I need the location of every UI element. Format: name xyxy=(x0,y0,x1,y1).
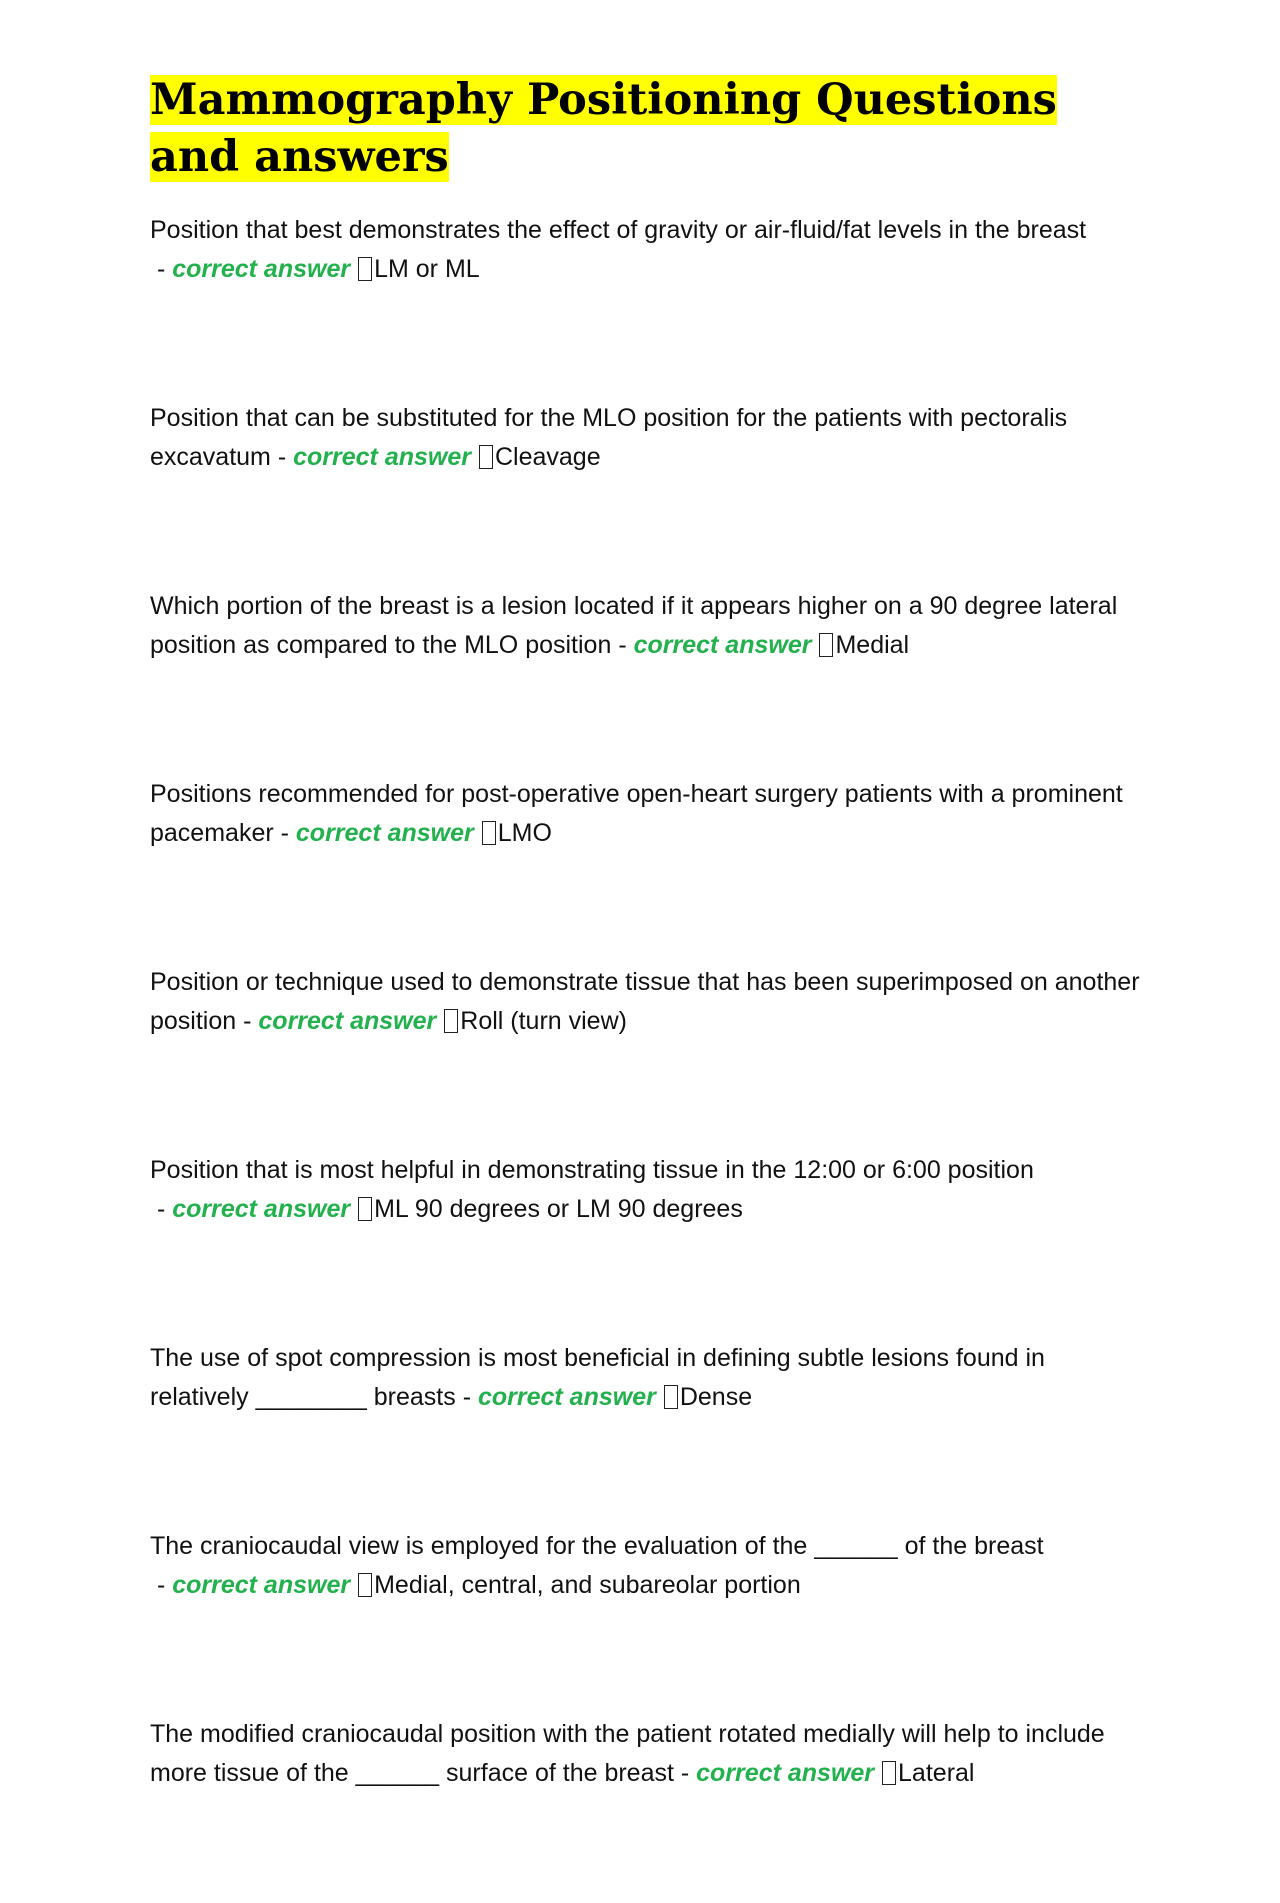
document-title xyxy=(150,72,1140,186)
qa-item: Positions recommended for post-operative open-heart surgery patients with a prominent pacemaker - correct answer LMO xyxy=(150,780,1123,847)
qa-item: Which portion of the breast is a lesion located if it appears higher on a 90 degree lateral position as compared to the MLO position - correct answer Medial xyxy=(150,592,1118,659)
question-text: The craniocaudal view is employed for the evaluation of the ______ of the breast xyxy=(150,1532,1044,1560)
qa-item: Position that can be substituted for the MLO position for the patients with pectoralis excavatum - correct answer Cleavage xyxy=(150,404,1068,471)
answer-text: LM or ML xyxy=(374,255,480,283)
document-page xyxy=(150,72,1140,1903)
missing-glyph-box-icon xyxy=(479,445,493,469)
missing-glyph-box-icon xyxy=(358,1573,372,1597)
answer-text: Lateral xyxy=(898,1759,975,1787)
question-text: Positions recommended for post-operative open-heart surgery patients with a prominent pacemaker xyxy=(150,780,1123,847)
answer-text: LMO xyxy=(497,819,552,847)
missing-glyph-box-icon xyxy=(819,633,833,657)
correct-answer-label: correct answer xyxy=(172,1195,351,1223)
missing-glyph-box-icon xyxy=(664,1385,678,1409)
missing-glyph-box-icon xyxy=(882,1761,896,1785)
correct-answer-label: correct answer xyxy=(258,1007,437,1035)
answer-text: Dense xyxy=(679,1383,753,1411)
qa-item: The craniocaudal view is employed for the evaluation of the ______ of the breast - correct answer Medial, central, and subareolar portion xyxy=(150,1532,1044,1599)
missing-glyph-box-icon xyxy=(358,1197,372,1221)
qa-list xyxy=(150,211,1140,1793)
qa-item: Position that best demonstrates the effect of gravity or air-fluid/fat levels in the breast - correct answer LM or ML xyxy=(150,216,1087,283)
question-text: Position that is most helpful in demonstrating tissue in the 12:00 or 6:00 position xyxy=(150,1156,1034,1184)
question-text: Which portion of the breast is a lesion located if it appears higher on a 90 degree lateral position as compared to the MLO position xyxy=(150,592,1118,659)
answer-text: Roll (turn view) xyxy=(460,1007,627,1035)
answer-text: Cleavage xyxy=(494,443,601,471)
question-text: Position that best demonstrates the effect of gravity or air-fluid/fat levels in the breast xyxy=(150,216,1087,244)
title-highlight: Mammography Positioning Questions and answers xyxy=(150,75,1057,182)
answer-text: Medial xyxy=(835,631,910,659)
correct-answer-label: correct answer xyxy=(295,819,474,847)
question-text: The modified craniocaudal position with the patient rotated medially will help to include more tissue of the ______ surface of the breast xyxy=(150,1720,1105,1787)
correct-answer-label: correct answer xyxy=(293,443,471,471)
question-text: Position or technique used to demonstrate tissue that has been superimposed on another position xyxy=(150,968,1140,1035)
answer-text: Medial, central, and subareolar portion xyxy=(374,1571,801,1599)
missing-glyph-box-icon xyxy=(358,257,372,281)
qa-item: Position that is most helpful in demonstrating tissue in the 12:00 or 6:00 position - correct answer ML 90 degrees or LM 90 degrees xyxy=(150,1156,1034,1223)
correct-answer-label: correct answer xyxy=(696,1759,875,1787)
correct-answer-label: correct answer xyxy=(172,1571,351,1599)
qa-item: The use of spot compression is most beneficial in defining subtle lesions found in relatively ________ breasts - correct answer Dense xyxy=(150,1344,1045,1411)
qa-item: Position or technique used to demonstrate tissue that has been superimposed on another position - correct answer Roll (turn view) xyxy=(150,968,1140,1035)
question-text: The use of spot compression is most beneficial in defining subtle lesions found in relatively ________ breasts xyxy=(150,1344,1045,1411)
missing-glyph-box-icon xyxy=(482,821,496,845)
question-text: Position that can be substituted for the MLO position for the patients with pectoralis excavatum xyxy=(150,404,1068,471)
correct-answer-label: correct answer xyxy=(477,1383,656,1411)
qa-item: The modified craniocaudal position with the patient rotated medially will help to include more tissue of the ______ surface of the breast - correct answer Lateral xyxy=(150,1720,1105,1787)
answer-text: ML 90 degrees or LM 90 degrees xyxy=(374,1195,743,1223)
missing-glyph-box-icon xyxy=(444,1009,458,1033)
correct-answer-label: correct answer xyxy=(633,631,812,659)
correct-answer-label: correct answer xyxy=(172,255,351,283)
